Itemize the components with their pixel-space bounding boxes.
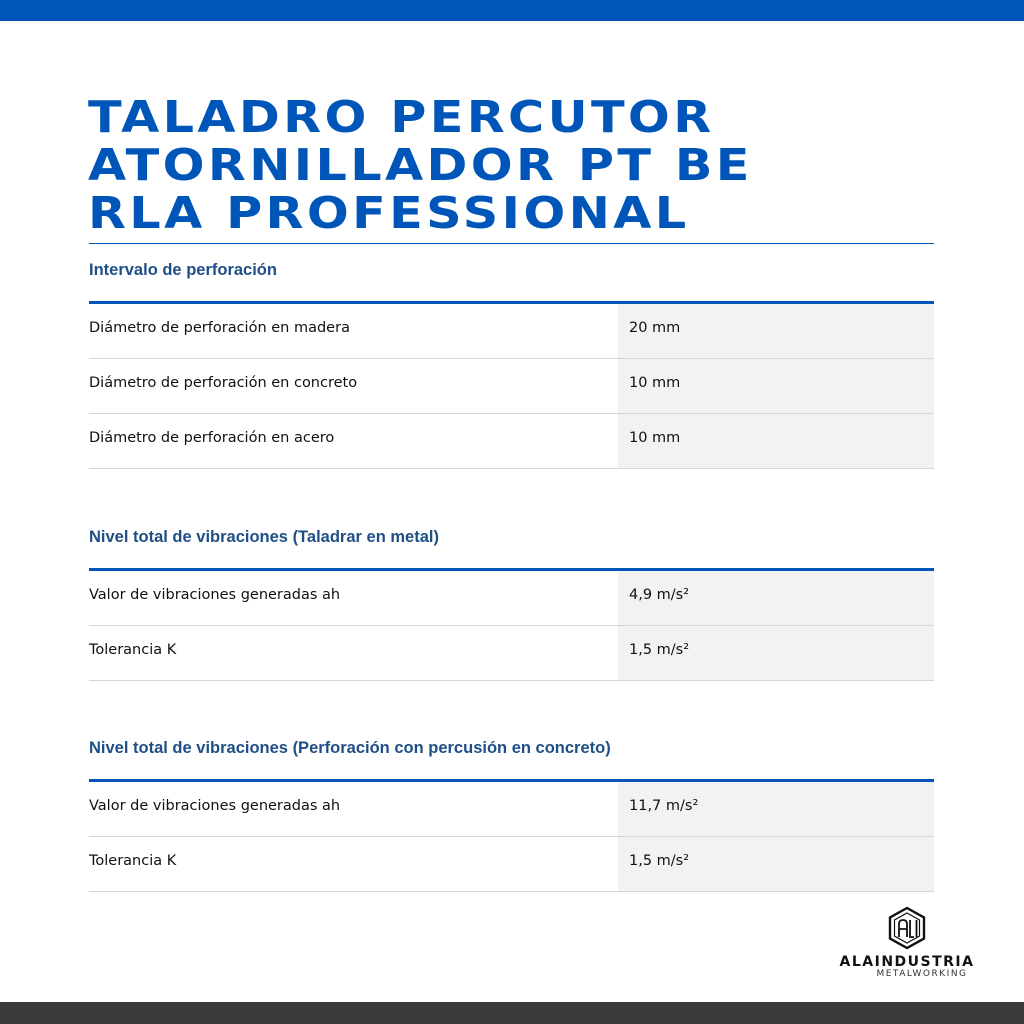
table-row xyxy=(89,837,934,892)
brand-logo xyxy=(822,906,992,986)
row-value: 10 mm xyxy=(618,414,934,468)
title-line-2: ATORNILLADOR PT BE xyxy=(88,140,753,191)
row-label: Diámetro de perforación en concreto xyxy=(89,375,358,391)
table-row xyxy=(89,571,934,626)
section-title: Intervalo de perforación xyxy=(89,261,277,279)
spec-section-vibration-concrete xyxy=(89,737,934,892)
logo-subtitle: METALWORKING xyxy=(876,969,968,979)
row-label: Valor de vibraciones generadas ah xyxy=(89,798,341,814)
row-value: 1,5 m/s² xyxy=(618,626,934,680)
table-row xyxy=(89,359,934,414)
spec-section-drilling-range xyxy=(89,259,934,469)
table-row xyxy=(89,626,934,681)
row-label: Tolerancia K xyxy=(89,642,177,658)
title-divider xyxy=(89,243,934,244)
title-line-1: TALADRO PERCUTOR xyxy=(88,92,715,143)
logo-name: ALAINDUSTRIA xyxy=(839,954,975,970)
table-row xyxy=(89,782,934,837)
table-row xyxy=(89,414,934,469)
row-label: Diámetro de perforación en acero xyxy=(89,430,335,446)
title-line-3: RLA PROFESSIONAL xyxy=(88,188,690,239)
top-accent-bar xyxy=(0,0,1024,21)
row-value: 1,5 m/s² xyxy=(618,837,934,891)
row-label: Valor de vibraciones generadas ah xyxy=(89,587,341,603)
table-row xyxy=(89,304,934,359)
spec-section-vibration-metal xyxy=(89,526,934,681)
row-value: 11,7 m/s² xyxy=(618,782,934,836)
row-value: 4,9 m/s² xyxy=(618,571,934,625)
row-value: 10 mm xyxy=(618,359,934,413)
bottom-bar xyxy=(0,1002,1024,1024)
section-title: Nivel total de vibraciones (Taladrar en metal) xyxy=(89,528,439,546)
hexagon-ali-icon xyxy=(887,906,927,950)
row-label: Tolerancia K xyxy=(89,853,177,869)
page-title xyxy=(88,94,1024,238)
row-value: 20 mm xyxy=(618,304,934,358)
section-title: Nivel total de vibraciones (Perforación con percusión en concreto) xyxy=(89,739,611,757)
row-label: Diámetro de perforación en madera xyxy=(89,320,350,336)
